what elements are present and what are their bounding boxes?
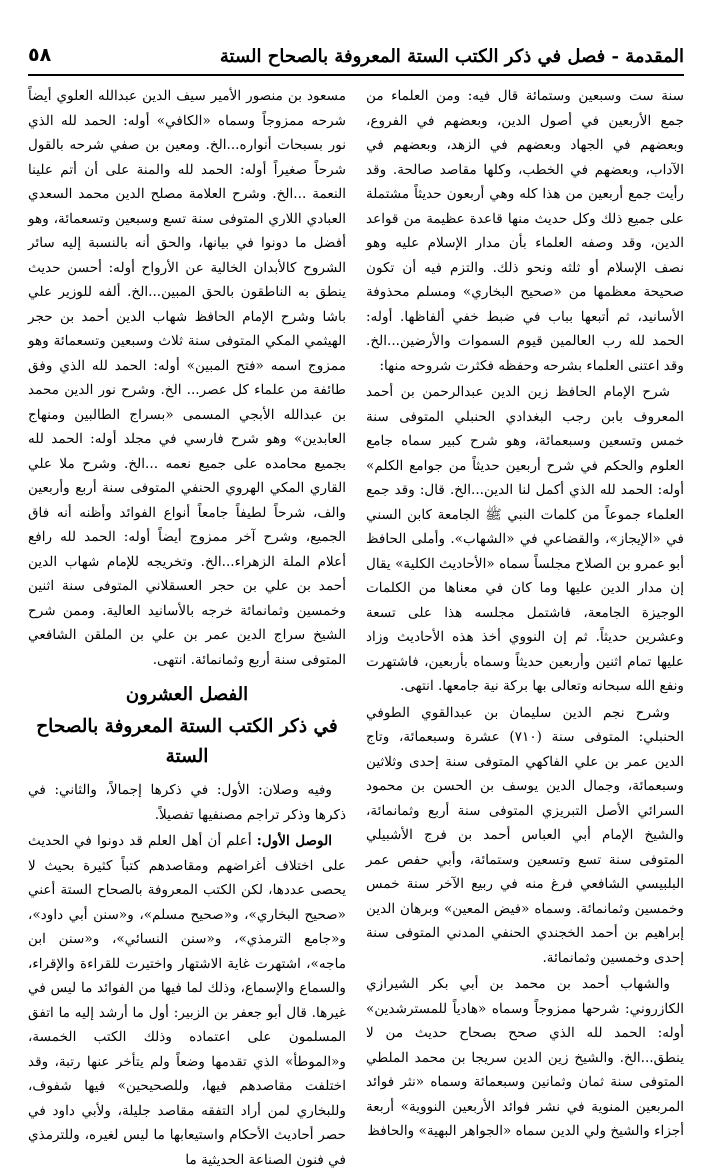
right-column: [366, 84, 684, 1146]
paragraph: وفيه وصلان: الأول: في ذكرها إجمالاً، والثاني: في ذكرها وذكر تراجم مصنفيها تفصيلاً.: [28, 782, 346, 823]
paragraph: والشهاب أحمد بن محمد بن أبي بكر الشيرازي الكازروني: شرحها ممزوجاً وسماه «هادياً للمسترشدين» أوله: الحمد لله الذي صحح بصحاح حديث من لا ينطق...الخ. والشيخ زين الدين سريجا بن محمد الملطي المتوفى سنة ثمان وثمانين وسبعمائة وسماه «نثر فوائد المربعين المنوية في نشر فوائد الأربعين النووية» أربعة أجزاء والشيخ ولي الدين سماه «الجواهر البهية» والحافظ: [366, 976, 684, 1139]
paragraph-lead: الوصل الأول:: [256, 833, 332, 849]
paragraph: مسعود بن منصور الأمير سيف الدين عبدالله العلوي أيضاً شرحه ممزوجاً وسماه «الكافي» أوله: الحمد لله الذي نور بسبحات أنواره...الخ. ومعين بن صفي شرحه بالقول شرحاً صغيراً أوله: الحمد لله والمنة على أن أتم علينا النعمة ...الخ. وشرح العلامة مصلح الدين محمد السعدي العبادي اللاري المتوفى سنة تسع وسبعين وتسعمائة، وهو أفضل ما دونوا في بيانها، والحق أنه بالنسبة إليه سائر الشروح كالأبدان الخالية عن الأرواح أوله: أحسن حديث ينطق به الناطقون بالحق المبين...الخ. ألفه للوزير علي باشا وشرح الإمام الحافظ شهاب الدين أحمد بن حجر الهيثمي المكي المتوفى سنة ثلاث وسبعين وتسعمائة وهو ممزوج اسمه «فتح المبين» أوله: الحمد لله الذي وفق طائفة من علماء كل عصر... الخ. وشرح نور الدين محمد بن عبدالله الأبجي المسمى «بسراج الطالبين ومنهاج العابدين» وهو شرح فارسي في مجلد أوله: الحمد لله بجميع محامده على جميع نعمه ...الخ. وشرح ملا علي القاري المكي الهروي الحنفي المتوفى سنة أربع وأربعين والف، شرحاً لطيفاً جامعاً أنواع الفوائد وأظنه أنه فاق الجميع، وشرح آخر ممزوج أيضاً أوله: الحمد لله رافع أعلام الملة الزهراء...الخ. وتخريجه للإمام شهاب الدين أحمد بن علي بن حجر العسقلاني المتوفى سنة اثنين وخمسين وثمانمائة خرجه بالأسانيد العالية. وممن شرح الشيخ سراج الدين عمر بن علي بن الملقن الشافعي المتوفى سنة أربع وثمانمائة. انتهى.: [28, 88, 346, 668]
page-number: ٥٨: [28, 44, 52, 66]
paragraph-body: أعلم أن أهل العلم قد دونوا في الحديث على اختلاف أغراضهم ومقاصدهم كتباً كثيرة بحيث لا يحصى عددها، لكن الكتب المعروفة بالصحاح الستة أعني «صحيح البخاري»، و«صحيح مسلم»، و«سنن أبي داود»، و«جامع الترمذي»، و«سنن النسائي»، و«سنن ابن ماجه»، اشتهرت غاية الاشتهار واختيرت للقراءة والإقراء، والسماع والإسماع، وذلك لما فيها من الفوائد ما ليس في غيرها. قال أبو جعفر بن الزبير: أول ما أرشد إليه ما اتفق المسلمون على اعتماده وذلك الكتب الخمسة، و«الموطأ» الذي تقدمها وضعاً ولم يتأخر عنها رتبة، وقد اختلفت مقاصدهم فيها، وللصحيحين» فيها شفوف، وللبخاري لمن أراد التفقه مقاصد جليلة، ولأبي داود في حصر أحاديث الأحكام واستيعابها ما ليس لغيره، وللترمذي في فنون الصناعة الحديثية ما: [28, 833, 346, 1168]
paragraph: وشرح نجم الدين سليمان بن عبدالقوي الطوفي الحنبلي: المتوفى سنة (٧١٠) عشرة وسبعمائة، وتاج الدين عمر بن علي الفاكهي المتوفى سنة إحدى وثلاثين وسبعمائة، وجمال الدين يوسف بن الحسن بن محمود السرائي الأصل التبريزي المتوفى سنة أربع وثمانمائة، والشيخ الإمام أبي العباس أحمد بن فرج الأشبيلي المتوفى سنة تسع وتسعين وستمائة، وأبي حفص عمر البلبيسي الشافعي فرغ منه في ربيع الآخر سنة خمس وخمسين وثمانمائة. وسماه «فيض المعين» وبرهان الدين إبراهيم بن أحمد الخجندي الحنفي المدني المتوفى سنة إحدى وخمسين وثمانمائة.: [366, 704, 684, 966]
paragraph: [28, 829, 346, 1172]
paragraph: شرح الإمام الحافظ زين الدين عبدالرحمن بن أحمد المعروف بابن رجب البغدادي الحنبلي المتوفى سنة خمس وتسعين وسبعمائة، وهو شرح كبير سماه جامع العلوم والحكم في شرح أربعين حديثاً من جوامع الكلم» أوله: الحمد لله الذي أكمل لنا الدين...الخ. قال: وقد جمع العلماء جموعاً من كلمات النبي ﷺ الجامعة كابن السني في «الإيجاز»، والقضاعي في «الشهاب». وأملى الحافظ أبو عمرو بن الصلاح مجلساً سماه «الأحاديث الكلية» يقال إن مدار الدين عليها وما كان في معناها من الكلمات الوجيزة الجامعة، فاشتمل مجلسه هذا على تسعة وعشرين حديثاً. ثم إن النووي أخذ هذه الأحاديث وزاد عليها تمام اثنين وأربعين حديثاً وسماه بأربعين، فاشتهرت ونفع الله سبحانه وتعالى بها بركة نية جامعها. انتهى.: [366, 384, 684, 694]
paragraph: سنة ست وسبعين وستمائة قال فيه: ومن العلماء من جمع الأربعين في أصول الدين، وبعضهم في الفروع، وبعضهم في الجهاد وبعضهم في الزهد، وبعضهم في الآداب، وبعضهم في الخطب، وكلها مقاصد صالحة. وقد رأيت جمع أربعين من هذا كله وهي أربعون حديثاً مشتملة على جميع ذلك وكل حديث منها قاعدة عظيمة من قواعد الدين، وقد وصفه العلماء بأن مدار الإسلام عليه وهو نصف الإسلام أو ثلثه ونحو ذلك. والتزم فيه أن تكون صحيحة معظمها من «صحيح البخاري» ومسلم محذوفة الأسانيد، ثم أتبعها بباب في ضبط خفي ألفاظها. أوله: الحمد لله رب العالمين قيوم السموات والأرضين...الخ. وقد اعتنى العلماء بشرحه وحفظه فكثرت شروحه منها:: [366, 88, 684, 374]
section-subtitle: في ذكر الكتب الستة المعروفة بالصحاح الستة: [36, 716, 338, 767]
left-column: [28, 84, 346, 1174]
running-header: [28, 40, 684, 76]
section-title: الفصل العشرون: [125, 684, 249, 705]
header-title: المقدمة - فصل في ذكر الكتب الستة المعروفة بالصحاح الستة: [219, 46, 684, 67]
